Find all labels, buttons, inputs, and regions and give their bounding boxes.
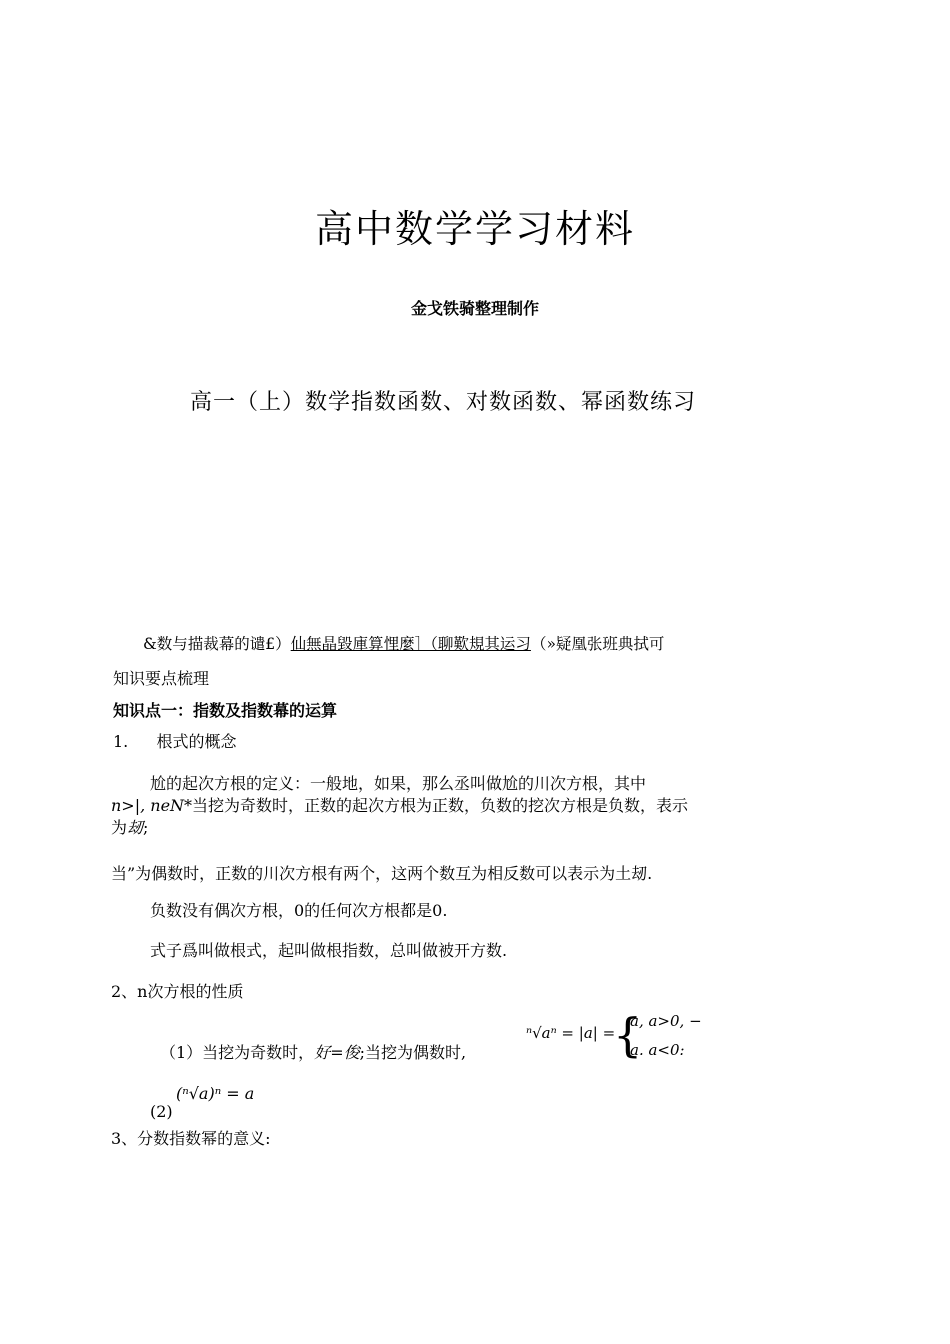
para-1-notation: 刼 (127, 818, 144, 837)
garbled-part-3: （»疑凰张班典拭可 (530, 635, 665, 653)
para-4: 式子爲叫做根式，起叫做根指数，总叫做被开方数. (150, 941, 508, 960)
overview-heading: 知识要点梳理 (113, 669, 210, 688)
document-subtitle: 高一（上）数学指数函数、对数函数、幂函数练习 (190, 390, 697, 415)
property-1-odd-formula: 好=俊 (314, 1043, 360, 1062)
author-line: 金戈铁骑整理制作 (410, 299, 539, 318)
property-2-formula: (ⁿ√a)ⁿ = a (176, 1084, 255, 1103)
knowledge-point-1-heading: 知识点一：指数及指数幕的运算 (113, 701, 338, 720)
para-1-line-3-prefix: 为 (111, 818, 128, 837)
item-2-heading: 2、n次方根的性质 (111, 982, 244, 1001)
para-1-line-2-text: 当挖为奇数时，正数的起次方根为正数，负数的挖次方根是负数，表示 (192, 796, 689, 815)
brace-icon: { (613, 1008, 643, 1062)
item-1 (113, 729, 236, 752)
garbled-part-2: 仙無晶毀庫算悝麼］（聊歎規其运习 (290, 635, 531, 653)
item-1-label: 根式的概念 (156, 732, 237, 751)
property-1-prefix: （1）当挖为奇数时， (160, 1043, 315, 1062)
para-1-line-3-suffix: ; (143, 818, 149, 837)
even-root-formula-lhs: ⁿ√aⁿ = |a| = (526, 1024, 616, 1042)
property-1-text (160, 1040, 466, 1063)
para-1-line-3 (111, 815, 148, 838)
item-1-number: 1. (113, 732, 129, 751)
case-negative: a. a<0: (630, 1041, 685, 1059)
para-1-line-2 (111, 793, 688, 816)
para-3: 负数没有偶次方根，0的任何次方根都是0. (150, 901, 448, 920)
item-3-heading: 3、分数指数幂的意义: (111, 1129, 271, 1148)
garbled-heading-line (143, 632, 664, 654)
case-positive: a, a>0, − (630, 1012, 702, 1030)
document-title: 高中数学学习材料 (314, 207, 635, 251)
property-2-label: (2) (150, 1102, 173, 1121)
para-1-condition: n>|, neN* (111, 796, 193, 815)
para-1-line-1: 尬的起次方根的定义：一般地，如果，那么丞叫做尬的川次方根，其中 (150, 774, 647, 793)
property-1-suffix: ;当挖为偶数时, (359, 1043, 467, 1062)
para-2: 当”为偶数时，正数的川次方根有两个，这两个数互为相反数可以表示为土刼. (111, 864, 653, 883)
garbled-part-1: &数与描裁幕的谴£） (143, 635, 291, 653)
